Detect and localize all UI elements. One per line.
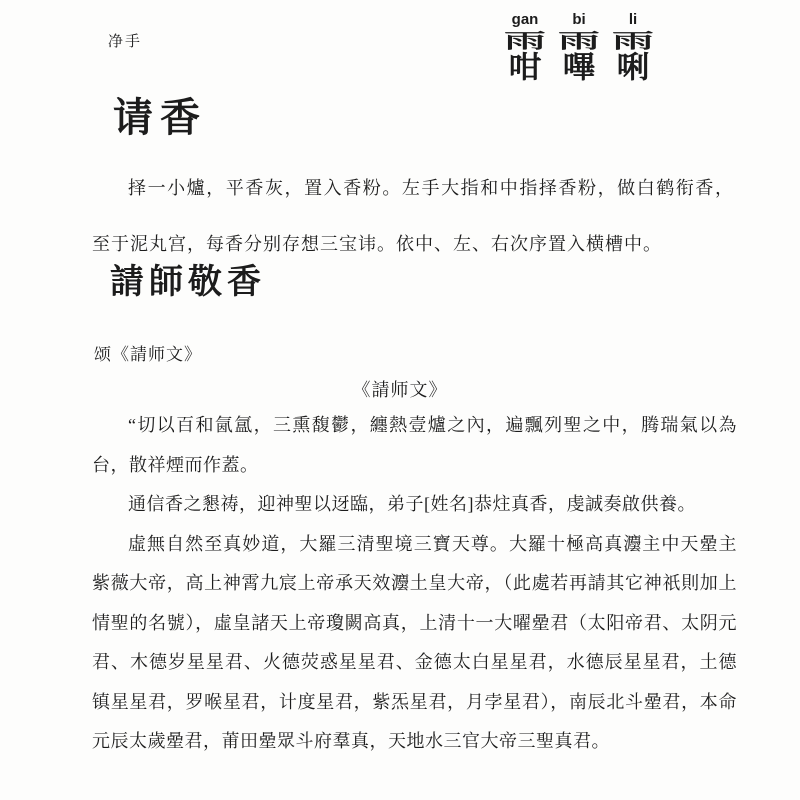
section-heading-invite-master: 請師敬香 (110, 264, 266, 301)
mantra-block (502, 12, 656, 83)
incense-instructions-paragraph: 择一小爐，平香灰，置入香粉。左手大指和中指择香粉，做白鹤衔香，至于泥丸宫，每香分别存想三宝讳。依中、左、右次序置入横槽中。 (92, 178, 734, 254)
glyph-base-char: 嗶 (562, 49, 596, 84)
handwash-note: 净手 (108, 34, 143, 50)
mantra-char-bi (556, 12, 602, 83)
scripture-paragraph-3: 虛無自然至真妙道，大羅三清聖境三寶天尊。大羅十極高真灋主中天曐主紫薇大帝，高上神霄九宸上帝承天效灋土皇大帝，（此處若再請其它神祇則加上情聖的名號），虛皇諸天上帝瓊闕高真，上清十一大曜曐君（太阳帝君、太阴元君、木德岁星星君、火德荧惑星星君、金德太白星星君，水德辰星星君，土德镇星星君，罗喉星君，计度星君，紫炁星君，月孛星君），南辰北斗曐君，本命元辰太歲曐君，莆田曐眾斗府羣真，天地水三官大帝三聖真君。 (92, 533, 737, 751)
secret-glyph (502, 31, 548, 83)
glyph-rain-radical: 雨 (558, 29, 600, 52)
section-heading-invite-incense: 请香 (113, 95, 207, 140)
scripture-title: 《請师文》 (352, 380, 448, 400)
scripture-paragraph-2: 通信香之懇祷，迎神聖以迓臨，弟子[姓名]恭炷真香，虔誠奏啟供養。 (128, 494, 696, 514)
scripture-paragraph-1: “切以百和氤氲，三熏馥鬱，纏熱壹爐之內，遍飄列聖之中，腾瑞氣以為台，散祥煙而作蓋。 (92, 415, 737, 475)
pinyin-label: bi (572, 11, 586, 28)
glyph-base-char: 咁 (508, 49, 542, 84)
secret-glyph (556, 31, 602, 83)
mantra-char-li (610, 12, 656, 83)
scripture-body (92, 406, 737, 762)
glyph-base-char: 唎 (616, 49, 650, 84)
glyph-rain-radical: 雨 (612, 29, 654, 52)
secret-glyph (610, 31, 656, 83)
pinyin-label: li (628, 11, 638, 28)
glyph-rain-radical: 雨 (504, 29, 546, 52)
chant-label: 颂《請师文》 (94, 345, 202, 364)
mantra-char-gan (502, 12, 548, 83)
pinyin-label: gan (511, 11, 539, 28)
